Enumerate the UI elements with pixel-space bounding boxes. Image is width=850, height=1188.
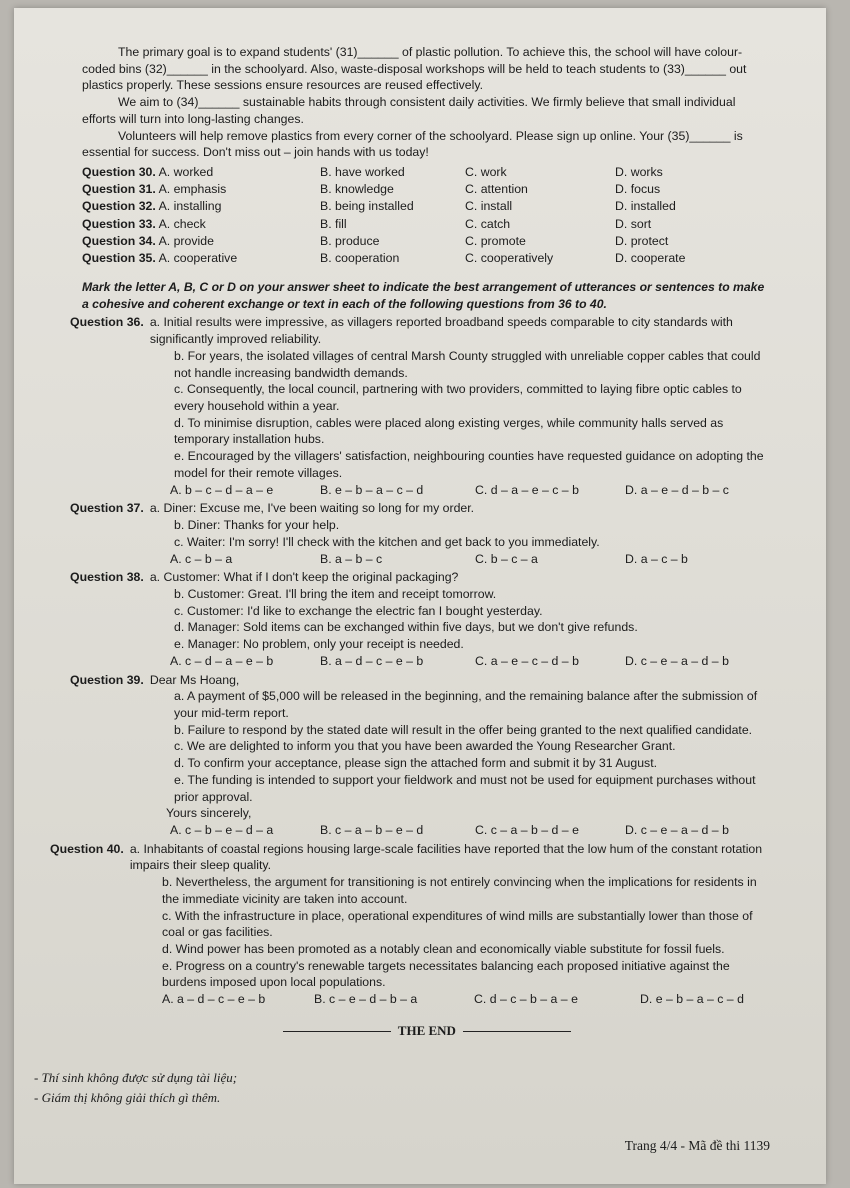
item-d: d. To confirm your acceptance, please sign the attached form and submit it by 31 August. xyxy=(174,756,658,771)
option-c[interactable]: C. work xyxy=(465,165,507,180)
option-a[interactable]: A. emphasis xyxy=(158,182,227,197)
answer-a[interactable]: A. c – b – a xyxy=(170,551,233,566)
question-label: Question 37. xyxy=(70,501,144,516)
option-d[interactable]: D. sort xyxy=(615,216,652,231)
passage-paragraph-3: Volunteers will help remove plastics from every corner of the schoolyard. Please sign up online. Your (35)______ is essential for success. Don't miss out – join hands with us today! xyxy=(82,128,743,160)
question-label: Question 30. xyxy=(82,165,156,180)
letter-closing: Yours sincerely, xyxy=(166,806,252,821)
item-d: d. To minimise disruption, cables were placed along existing verges, while community halls served as temporary installation hubs. xyxy=(174,415,724,447)
option-b[interactable]: B. have worked xyxy=(320,165,405,180)
option-b[interactable]: B. knowledge xyxy=(320,182,394,197)
q34-row xyxy=(82,233,320,250)
note-2: - Giám thị không giải thích gì thêm. xyxy=(34,1089,221,1105)
answer-c[interactable]: C. d – c – b – a – e xyxy=(474,992,578,1007)
answer-b[interactable]: B. e – b – a – c – d xyxy=(320,482,424,497)
exam-content xyxy=(50,44,772,1040)
item-a: a. A payment of $5,000 will be released in the beginning, and the remaining balance after the submission of your mid-term report. xyxy=(174,689,758,720)
option-a[interactable]: A. check xyxy=(158,216,206,231)
item-e: e. Manager: No problem, only your receipt is needed. xyxy=(174,637,464,652)
item-a: a. Diner: Excuse me, I've been waiting so long for my order. xyxy=(149,501,475,516)
item-b: b. Failure to respond by the stated date will result in the offer being granted to the next qualified candidate. xyxy=(174,722,753,737)
answer-c[interactable]: C. b – c – a xyxy=(475,551,538,566)
answer-b[interactable]: B. a – d – c – e – b xyxy=(320,653,424,668)
passage-paragraph-1: The primary goal is to expand students' (31)______ of plastic pollution. To achieve this, the school will have colour-coded bins (32)______ in the schoolyard. Also, waste-disposal workshops will be held to teach students to (33)______ out plastics properly. These sessions ensure resources are reused effectively. xyxy=(82,45,747,93)
question-label: Question 32. xyxy=(82,199,156,214)
answer-d[interactable]: D. a – e – d – b – c xyxy=(625,482,729,497)
option-d[interactable]: D. cooperate xyxy=(615,251,686,266)
page-footer: Trang 4/4 - Mã đề thi 1139 xyxy=(624,1138,770,1153)
question-37 xyxy=(70,500,772,567)
question-label: Question 31. xyxy=(82,182,156,197)
option-c[interactable]: C. catch xyxy=(465,216,511,231)
answer-a[interactable]: A. a – d – c – e – b xyxy=(162,992,266,1007)
answer-options xyxy=(82,991,772,1008)
question-38 xyxy=(70,569,772,669)
item-c: c. We are delighted to inform you that you have been awarded the Young Researcher Grant. xyxy=(174,739,676,754)
question-label: Question 33. xyxy=(82,216,156,231)
item-e: e. The funding is intended to support your fieldwork and must not be used for equipment purchases without prior approval. xyxy=(174,772,756,804)
question-label: Question 36. xyxy=(70,315,144,330)
section-instruction: Mark the letter A, B, C or D on your answer sheet to indicate the best arrangement of utterances or sentences to make a cohesive and coherent exchange or text in each of the following questions from 36 to 40. xyxy=(82,280,765,311)
q30-row xyxy=(82,164,320,181)
q35-row xyxy=(82,250,320,267)
answer-c[interactable]: C. c – a – b – d – e xyxy=(475,823,579,837)
option-b[interactable]: B. produce xyxy=(320,233,380,248)
answer-a[interactable]: A. c – d – a – e – b xyxy=(170,653,274,668)
q32-row xyxy=(82,198,320,215)
option-c[interactable]: C. promote xyxy=(465,233,526,248)
item-a: a. Initial results were impressive, as villagers reported broadband speeds comparable to city standards with significantly improved reliability. xyxy=(149,315,733,347)
item-b: b. For years, the isolated villages of central Marsh County struggled with unreliable copper cables that could not handle increasing bandwidth demands. xyxy=(174,348,761,380)
option-c[interactable]: C. install xyxy=(465,199,513,214)
option-d[interactable]: D. works xyxy=(615,165,663,180)
item-e: e. Encouraged by the villagers' satisfaction, neighbouring counties have requested guidance on adopting the model for their remote villages. xyxy=(174,449,764,480)
question-36 xyxy=(70,314,772,498)
answer-d[interactable]: D. c – e – a – d – b xyxy=(625,823,729,837)
item-d: d. Wind power has been promoted as a notably clean and economically viable substitute for fossil fuels. xyxy=(162,942,725,957)
option-d[interactable]: D. protect xyxy=(615,233,669,248)
letter-salutation: Dear Ms Hoang, xyxy=(149,672,240,687)
end-marker xyxy=(82,1022,772,1040)
item-b: b. Customer: Great. I'll bring the item and receipt tomorrow. xyxy=(174,586,497,601)
item-b: b. Nevertheless, the argument for transitioning is not entirely convincing when the implications for residents in the immediate vicinity are taken into account. xyxy=(162,875,757,906)
option-a[interactable]: A. worked xyxy=(158,165,214,180)
item-c: c. With the infrastructure in place, operational expenditures of wind mills are substantially lower than those of coal or gas facilities. xyxy=(162,908,753,940)
option-c[interactable]: C. attention xyxy=(465,182,528,197)
exam-notes xyxy=(34,1068,237,1107)
question-label: Question 38. xyxy=(70,570,144,585)
question-label: Question 34. xyxy=(82,233,156,248)
question-label: Question 35. xyxy=(82,251,156,266)
q33-row xyxy=(82,216,320,233)
item-c: c. Customer: I'd like to exchange the electric fan I bought yesterday. xyxy=(174,603,543,618)
answer-b[interactable]: B. c – e – d – b – a xyxy=(314,992,418,1007)
option-d[interactable]: D. installed xyxy=(615,199,676,214)
item-a: a. Inhabitants of coastal regions housing large-scale facilities have reported that the low hum of the constant rotation impairs their sleep quality. xyxy=(129,841,763,873)
question-40 xyxy=(50,841,772,1008)
option-c[interactable]: C. cooperatively xyxy=(465,251,554,266)
option-b[interactable]: B. being installed xyxy=(320,199,414,214)
question-label: Question 39. xyxy=(70,672,144,687)
item-c: c. Waiter: I'm sorry! I'll check with the kitchen and get back to you immediately. xyxy=(174,534,600,549)
q31-row xyxy=(82,181,320,198)
end-text: THE END xyxy=(397,1022,456,1038)
item-a: a. Customer: What if I don't keep the original packaging? xyxy=(149,570,459,585)
answer-options xyxy=(82,482,772,499)
answer-d[interactable]: D. c – e – a – d – b xyxy=(625,653,729,668)
item-e: e. Progress on a country's renewable targets necessitates balancing each proposed initiative against the burdens imposed upon local populations. xyxy=(162,958,730,990)
end-rule-left xyxy=(283,1031,391,1032)
answer-b[interactable]: B. a – b – c xyxy=(320,551,383,566)
item-d: d. Manager: Sold items can be exchanged within five days, but we don't give refunds. xyxy=(174,620,638,635)
passage-paragraph-2: We aim to (34)______ sustainable habits through consistent daily activities. We firmly believe that small individual efforts will turn into long-lasting changes. xyxy=(82,95,736,126)
note-1: - Thí sinh không được sử dụng tài liệu; xyxy=(34,1070,238,1085)
question-39 xyxy=(70,672,772,839)
multiple-choice-options xyxy=(82,164,772,267)
option-d[interactable]: D. focus xyxy=(615,182,661,197)
option-a[interactable]: A. provide xyxy=(158,233,214,248)
option-a[interactable]: A. cooperative xyxy=(158,251,238,266)
option-b[interactable]: B. fill xyxy=(320,216,347,231)
answer-c[interactable]: C. a – e – c – d – b xyxy=(475,653,579,668)
answer-a[interactable]: A. b – c – d – a – e xyxy=(170,482,274,497)
answer-options xyxy=(82,822,772,839)
option-a[interactable]: A. installing xyxy=(158,199,222,214)
answer-options xyxy=(82,653,772,670)
option-b[interactable]: B. cooperation xyxy=(320,251,400,266)
answer-b[interactable]: B. c – a – b – e – d xyxy=(320,823,424,837)
item-c: c. Consequently, the local council, partnering with two providers, committed to laying fibre optic cables to every household within a year. xyxy=(174,382,742,414)
item-b: b. Diner: Thanks for your help. xyxy=(174,518,340,533)
exam-page xyxy=(14,8,826,1184)
answer-d[interactable]: D. a – c – b xyxy=(625,551,688,566)
answer-a[interactable]: A. c – b – e – d – a xyxy=(170,823,274,837)
end-rule-right xyxy=(463,1031,571,1032)
answer-c[interactable]: C. d – a – e – c – b xyxy=(475,482,579,497)
answer-options xyxy=(82,551,772,568)
question-label: Question 40. xyxy=(50,841,124,856)
answer-d[interactable]: D. e – b – a – c – d xyxy=(640,992,744,1007)
